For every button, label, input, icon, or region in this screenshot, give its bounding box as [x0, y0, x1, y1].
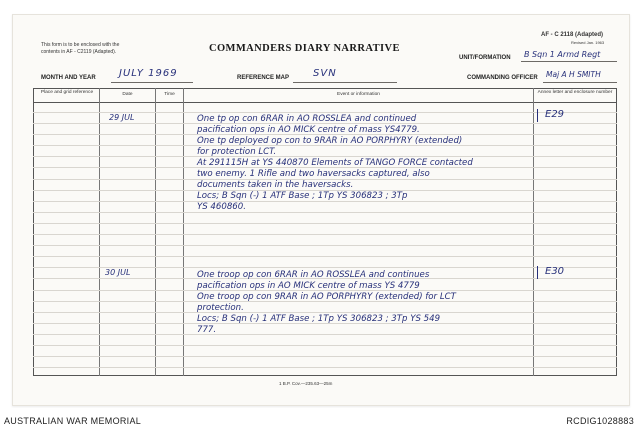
co-value: Maj A H SMITH — [546, 70, 601, 79]
page-title: COMMANDERS DIARY NARRATIVE — [209, 43, 400, 54]
co-underline — [543, 82, 617, 83]
annex-ref: E29 — [545, 109, 565, 120]
entry-line: One tp deployed op con to 9RAR in AO PORPHYRY (extended) — [197, 136, 463, 146]
entry-line: for protection LCT. — [197, 147, 277, 157]
entry-text-block — [197, 114, 473, 213]
ruled-line — [33, 256, 617, 257]
annex-bracket — [537, 266, 538, 279]
entry-text-block — [197, 270, 456, 336]
col-divider-event — [183, 88, 184, 376]
entry-line: YS 460860. — [197, 202, 246, 212]
enclosure-note-line2: contents in AF - C2119 (Adapted). — [41, 49, 117, 55]
revised-date: Revised Jan. 1963 — [571, 40, 605, 45]
ref-map-label: REFERENCE MAP — [237, 75, 290, 81]
entry-date: 30 JUL — [105, 268, 131, 277]
col-header-place: Place and grid reference — [40, 90, 94, 95]
entry-line: At 291115H at YS 440870 Elements of TANGO FORCE contacted — [197, 158, 473, 168]
entry-line: documents taken in the haversacks. — [197, 180, 354, 190]
entry-line: One troop op con 6RAR in AO ROSSLEA and continues — [197, 270, 430, 280]
ruled-line — [33, 367, 617, 368]
entry-line: pacification ops in AO MICK centre of mass YS4779. — [197, 125, 420, 135]
entry-line: pacification ops in AO MICK centre of mass YS 4779 — [197, 281, 420, 291]
entry-line: two enemy. 1 Rifle and two haversacks captured, also — [197, 169, 430, 179]
table-top-border — [33, 88, 617, 89]
archive-name: AUSTRALIAN WAR MEMORIAL — [4, 416, 142, 426]
col-divider-date — [99, 88, 100, 376]
co-label: COMMANDING OFFICER — [467, 75, 538, 81]
col-divider-time — [155, 88, 156, 376]
col-header-time: Time — [164, 92, 175, 97]
table-right-border — [616, 88, 617, 376]
ruled-line — [33, 234, 617, 235]
diary-sheet — [12, 14, 630, 406]
ruled-line — [33, 345, 617, 346]
entry-line: protection. — [197, 303, 244, 313]
month-year-value: JULY 1969 — [119, 68, 178, 79]
col-header-event: Event or information — [337, 92, 380, 97]
table-header-border — [33, 102, 617, 103]
entry-line: Locs; B Sqn (-) 1 ATF Base ; 1Tp YS 306823 ; 3Tp — [197, 191, 408, 201]
col-header-date: Date — [122, 92, 133, 97]
form-id: AF - C 2118 (Adapted) — [541, 32, 604, 38]
unit-underline — [521, 61, 617, 62]
entry-line: Locs; B Sqn (-) 1 ATF Base ; 1Tp YS 306823 ; 3Tp YS 549 — [197, 314, 441, 324]
ref-map-value: SVN — [313, 68, 337, 79]
table-left-border — [33, 88, 34, 376]
annex-ref: E30 — [545, 266, 565, 277]
unit-value: B Sqn 1 Armd Regt — [524, 50, 601, 59]
col-header-annex: Annex letter and enclosure number — [537, 90, 613, 95]
col-divider-annex — [533, 88, 534, 376]
ruled-line — [33, 356, 617, 357]
ruled-line — [33, 223, 617, 224]
annex-bracket — [537, 109, 538, 122]
ruled-line — [33, 245, 617, 246]
entry-line: One tp op con 6RAR in AO ROSSLEA and continued — [197, 114, 417, 124]
archive-footer — [0, 408, 640, 434]
enclosure-note-line1: This form is to be enclosed with the — [41, 42, 120, 48]
print-line: 1 B.P. Cov.—235.63—25m — [279, 381, 333, 386]
unit-label: UNIT/FORMATION — [459, 55, 511, 61]
entry-line: One troop op con 9RAR in AO PORPHYRY (extended) for LCT — [197, 292, 456, 302]
archive-id: RCDIG1028883 — [566, 416, 634, 426]
entry-date: 29 JUL — [109, 113, 135, 122]
month-year-label: MONTH AND YEAR — [41, 75, 96, 81]
table-bottom-border — [33, 375, 617, 376]
entry-line: 777. — [197, 325, 217, 335]
month-year-underline — [111, 82, 193, 83]
ref-map-underline — [293, 82, 397, 83]
